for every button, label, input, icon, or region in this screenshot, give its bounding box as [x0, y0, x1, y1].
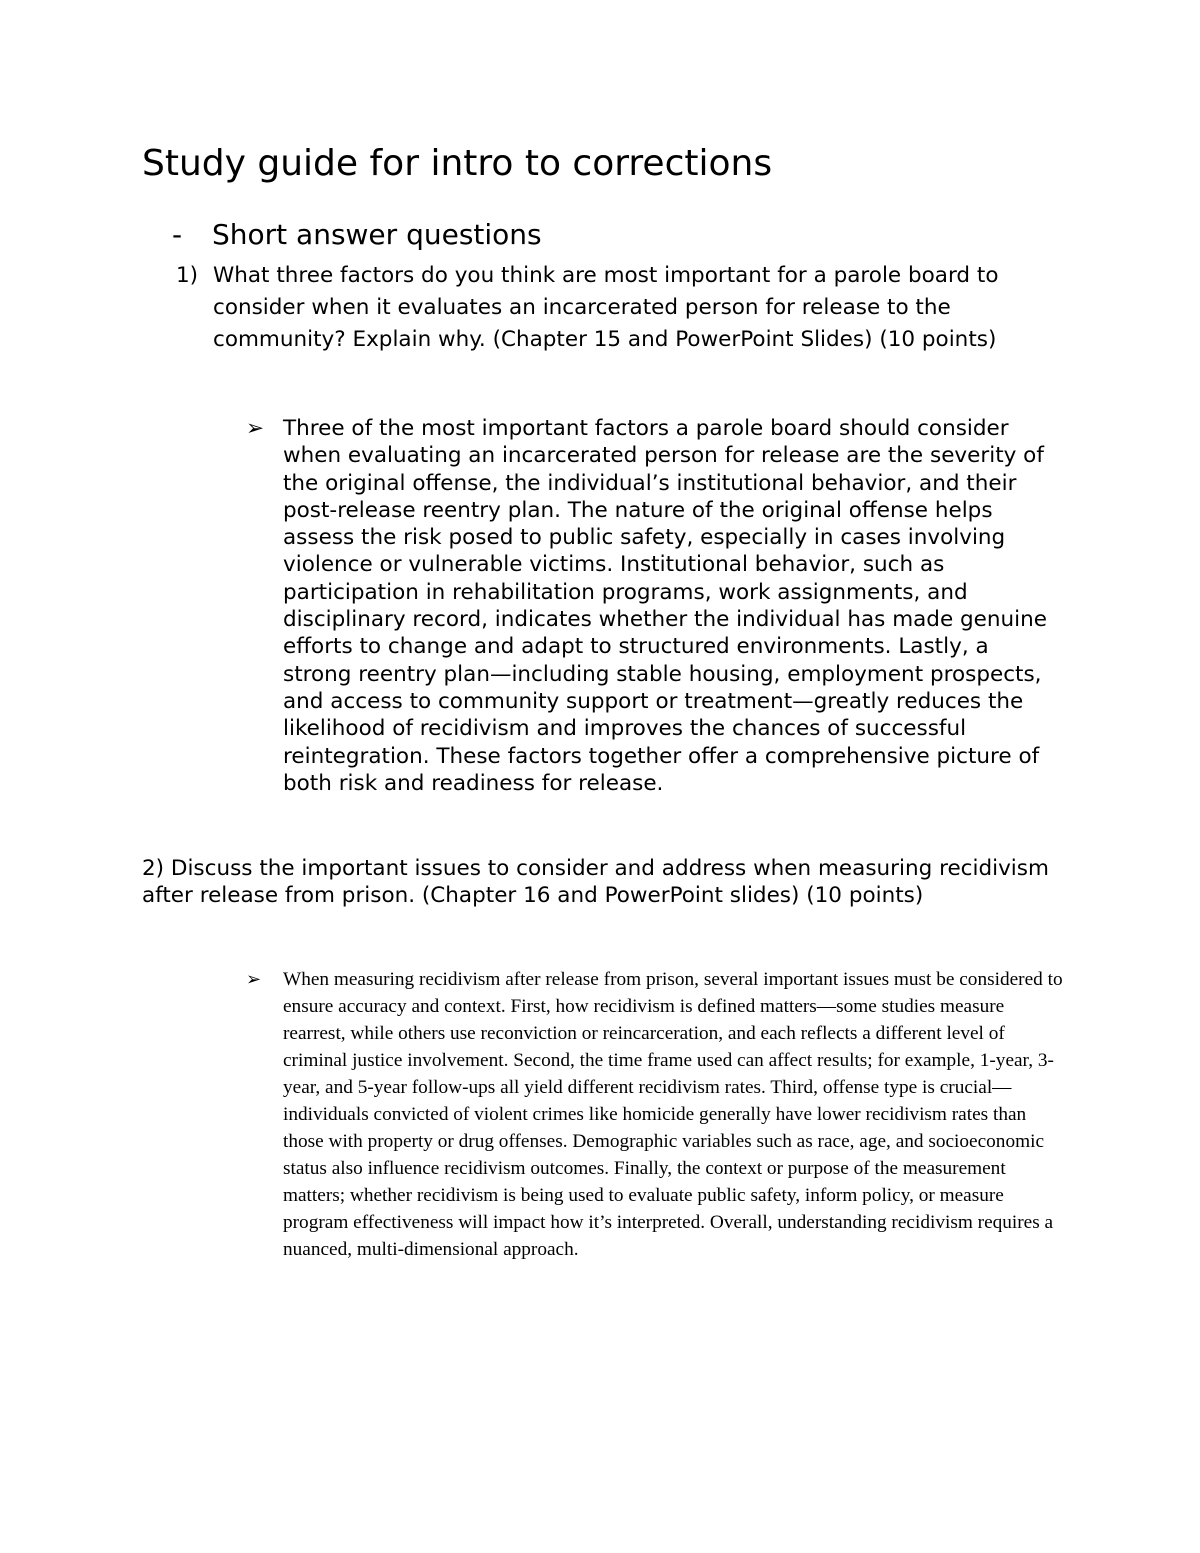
section-heading-text: Short answer questions: [212, 218, 542, 251]
answer-2: [246, 966, 1076, 1263]
question-1-text: What three factors do you think are most important for a parole board to consider when it evaluates an incarcerated person for release to the community? Explain why. (Chapter 15 and PowerPoint Slides) (10 points): [213, 263, 999, 352]
section-dash-marker: -: [172, 218, 183, 251]
question-2: [142, 855, 1052, 909]
question-1-number: 1): [176, 263, 199, 288]
arrow-bullet-icon: ➢: [246, 969, 262, 990]
section-heading: [172, 215, 542, 255]
answer-1-text: Three of the most important factors a parole board should consider when evaluating an incarcerated person for release are the severity of the original offense, the individual’s institutional behavior, and their post-release reentry plan. The nature of the original offense helps assess the risk posed to public safety, especially in cases involving violence or vulnerable victims. Institutional behavior, such as participation in rehabilitation programs, work assignments, and disciplinary record, indicates whether the individual has made genuine efforts to change and adapt to structured environments. Lastly, a strong reentry plan—including stable housing, employment prospects, and access to community support or treatment—greatly reduces the likelihood of recidivism and improves the chances of successful reintegration. These factors together offer a comprehensive picture of both risk and readiness for release.: [283, 416, 1047, 796]
page-title: Study guide for intro to corrections: [142, 143, 773, 184]
answer-2-text: When measuring recidivism after release from prison, several important issues must be considered to ensure accuracy and context. First, how recidivism is defined matters—some studies measure rearrest, while others use reconviction or reincarceration, and each reflects a different level of criminal justice involvement. Second, the time frame used can affect results; for example, 1-year, 3-year, and 5-year follow-ups all yield different recidivism rates. Third, offense type is crucial—individuals convicted of violent crimes like homicide generally have lower recidivism rates than those with property or drug offenses. Demographic variables such as race, age, and socioeconomic status also influence recidivism outcomes. Finally, the context or purpose of the measurement matters; whether recidivism is being used to evaluate public safety, inform policy, or measure program effectiveness will impact how it’s interpreted. Overall, understanding recidivism requires a nuanced, multi-dimensional approach.: [283, 969, 1063, 1260]
answer-1: [246, 415, 1056, 797]
arrow-bullet-icon: ➢: [246, 416, 265, 441]
question-2-text: 2) Discuss the important issues to consider and address when measuring recidivism after release from prison. (Chapter 16 and PowerPoint slides) (10 points): [142, 856, 1049, 908]
question-1: [176, 260, 1076, 356]
